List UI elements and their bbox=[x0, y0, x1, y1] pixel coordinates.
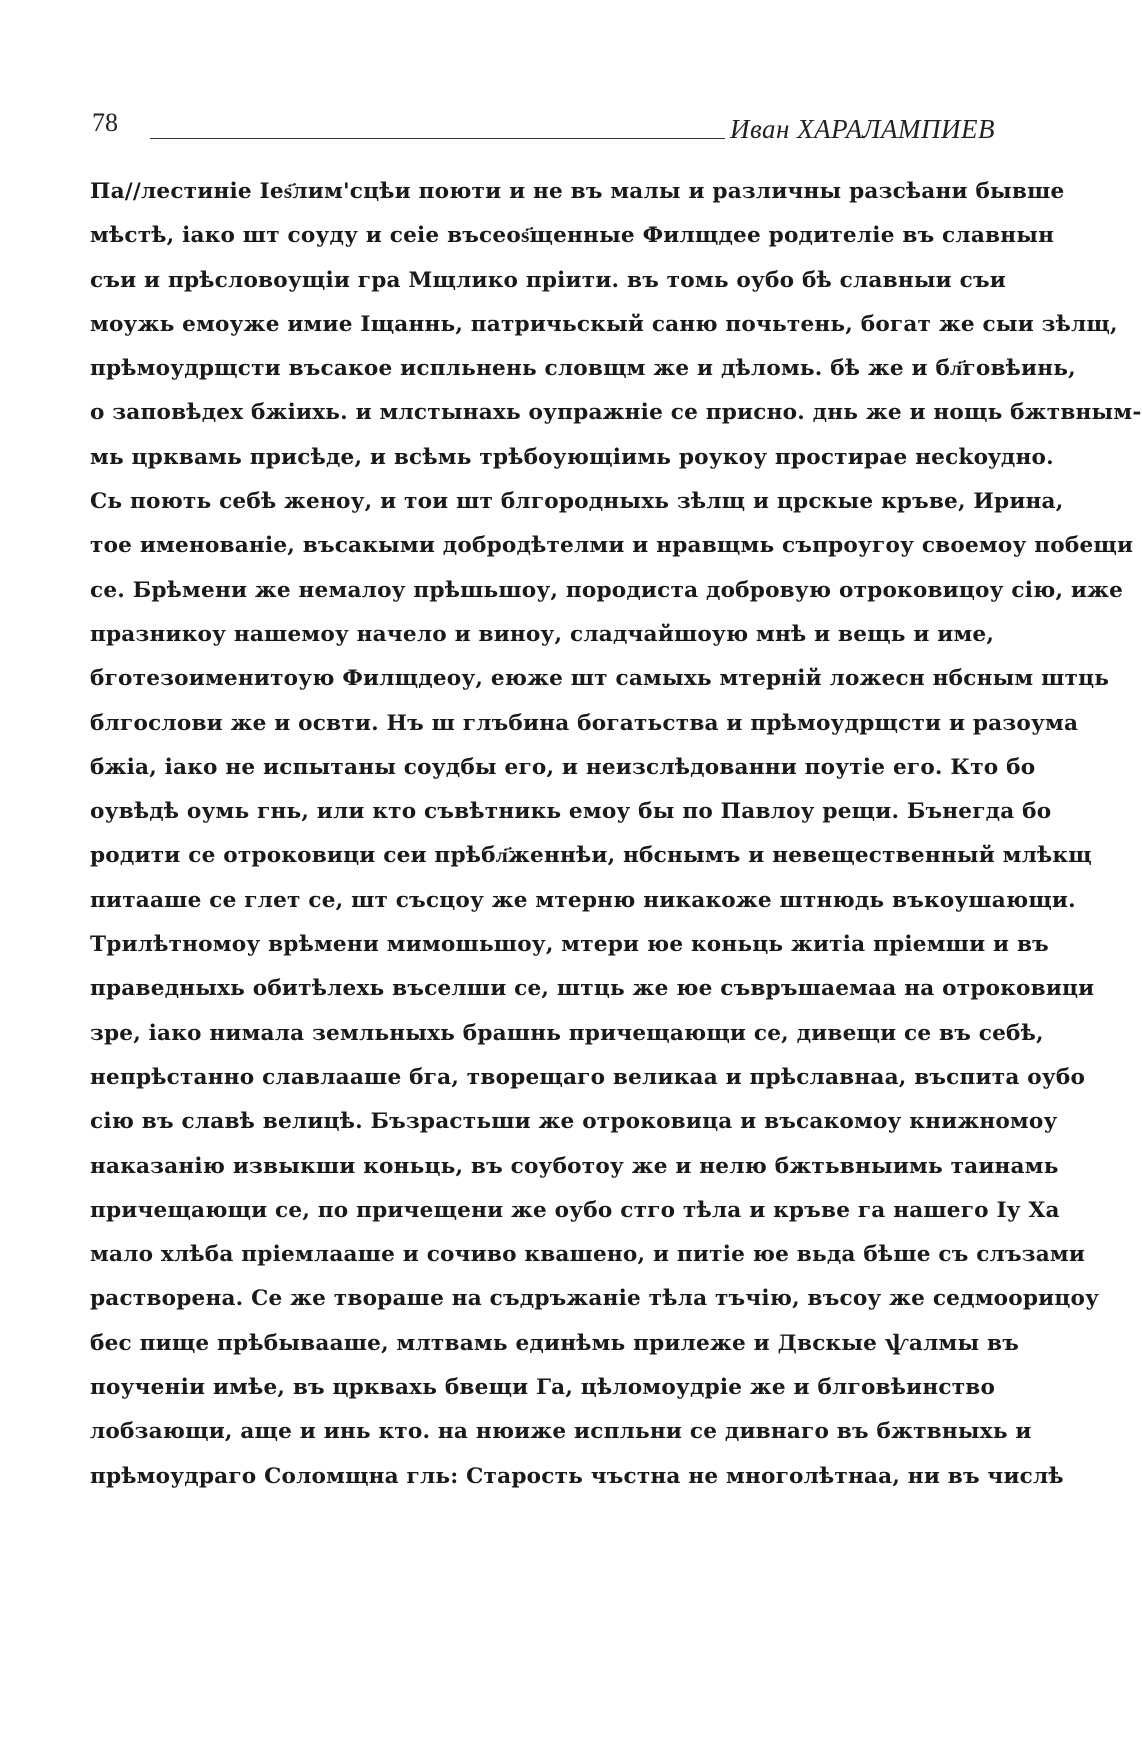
text-line: съи и прѣсловоущіи гра Мщлико пріити. въ томь оубо бѣ славныи съи bbox=[90, 267, 1006, 293]
text-line: причещающи се, по причещени же оубо стго тѣла и кръве га нашего Іу Ха bbox=[90, 1197, 1060, 1223]
header-rule bbox=[150, 138, 725, 139]
text-line: празникоу нашемоу начело и виноу, сладчайшоую мнѣ и вещь и име, bbox=[90, 621, 995, 647]
body-text bbox=[90, 170, 1142, 1499]
text-line: мало хлѣба пріемлааше и сочиво квашено, и питіе юе вьда бѣше съ слъзами bbox=[90, 1242, 1086, 1268]
text-line: оувѣдѣ оумь гнь, или кто съвѣтникь емоу бы по Павлоу рещи. Бънегда бо bbox=[90, 799, 1052, 825]
text-line: поученіи имѣе, въ црквахь бвещи Га, цѣломоудріе же и блговѣинство bbox=[90, 1375, 996, 1401]
text-line: лобзающи, аще и инь кто. на нюиже испльни се дивнаго въ бжтвныхь и bbox=[90, 1419, 1032, 1445]
text-line: Сь поють себѣ женоу, и тои шт блгородныхь зѣлщ и црскые кръве, Ирина, bbox=[90, 489, 1064, 515]
text-line: зре, іако нимала земльныхь брашнь причещающи се, дивещи се въ себѣ, bbox=[90, 1020, 1044, 1046]
text-line: непрѣстанно славлааше бга, творещаго великаа и прѣславнаа, въспита оубо bbox=[90, 1064, 1086, 1090]
text-line: прѣмоудрщсти въсакое испльнень словщм же и дѣломь. бѣ же и бл҃говѣинь, bbox=[90, 356, 1076, 382]
text-line: Трилѣтномоу врѣмени мимошьшоу, мтери юе коньць житіа пріемши и въ bbox=[90, 932, 1049, 958]
text-line: моужь емоуже имие Іщаннь, патричьскый саню почьтень, богат же сыи зѣлщ, bbox=[90, 311, 1118, 337]
text-line: прѣмоудраго Соломщна гль: Старость чъстна не многолѣтнаа, ни въ числѣ bbox=[90, 1463, 1064, 1489]
text-line: Па//лестиніе Іеѕ҃лим'сцѣи поюти и не въ малы и различны разсѣани бывше bbox=[90, 179, 1065, 204]
text-line: питааше се глет се, шт съсцоу же мтерню никакоже штнюдь въкоушающи. bbox=[90, 887, 1076, 913]
text-line: праведныхь обитѣлехь въселши се, штць же юе съвръшаемаа на отроковици bbox=[90, 976, 1095, 1002]
text-line: сію въ славѣ велицѣ. Бъзрастьши же отроковица и въсакомоу книжномоу bbox=[90, 1109, 1058, 1135]
text-line: мѣстѣ, іако шт соуду и сеіе въсеоѕ҃щенные Филщдее родителіе въ славнын bbox=[90, 223, 1055, 249]
text-line: бготезоименитоую Филщдеоу, еюже шт самыхь мтерній ложесн нбсным штць bbox=[90, 666, 1110, 692]
text-line: мь црквамь присѣде, и всѣмь трѣбоующіимь роукоу простирае несkoyдно. bbox=[90, 444, 1054, 470]
text-line: наказанію извыкши коньць, въ соуботоу же и нелю бжтьвныимь таинамь bbox=[90, 1153, 1059, 1179]
text-line: тое именованіе, въсакыми добродѣтелми и нравщмь съпроугоу своемоу побещи bbox=[90, 533, 1134, 559]
text-line: бес пище прѣбывааше, млтвамь единѣмь прилеже и Двскые ѱалмы въ bbox=[90, 1330, 1020, 1356]
running-head: Иван ХАРАЛАМПИЕВ bbox=[730, 114, 995, 144]
text-line: родити се отроковици сеи прѣбл҃женнѣи, нбснымъ и невещественный млѣкщ bbox=[90, 843, 1092, 869]
text-line: бжіа, іако не испытаны соудбы его, и неизслѣдованни поутіе его. Кто бо bbox=[90, 754, 1036, 780]
text-line: о заповѣдех бжіихь. и млстынахь оупражнiе се присно. днь же и нощь бжтвным- bbox=[90, 400, 1142, 426]
page-number: 78 bbox=[92, 108, 118, 137]
text-line: растворена. Се же твораше на съдръжаніе тѣла тъчію, въсоу же седмоорицоу bbox=[90, 1286, 1100, 1312]
text-line: блгослови же и освти. Нъ ш глъбина богатьства и прѣмоудрщсти и разоума bbox=[90, 710, 1079, 736]
text-line: се. Брѣмени же немалоу прѣшьшоу, породиста добровую отроковицоу сію, иже bbox=[90, 577, 1124, 603]
